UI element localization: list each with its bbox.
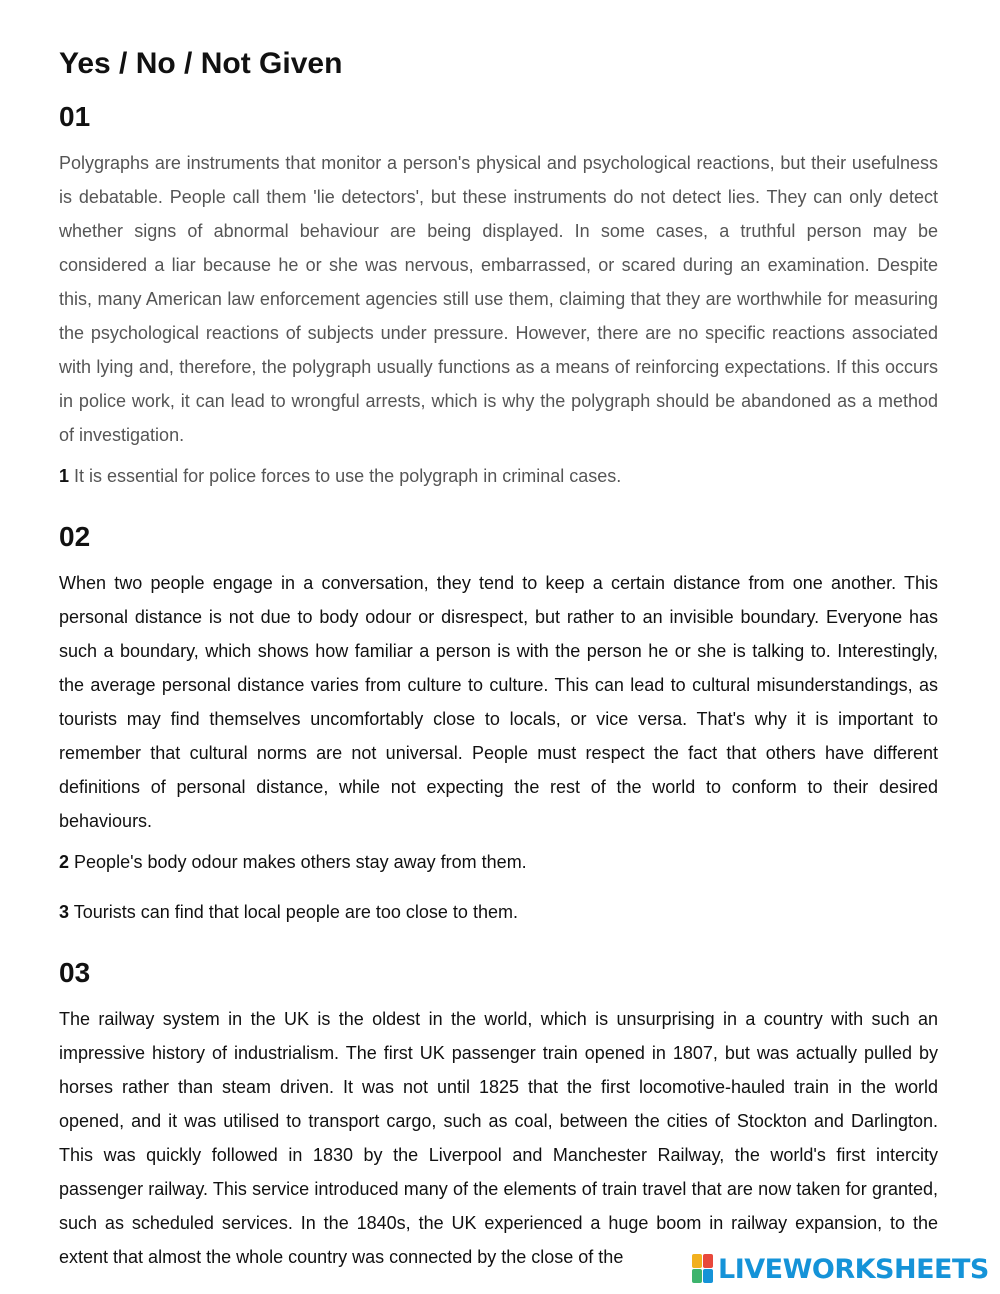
liveworksheets-wordmark: LIVEWORKSHEETS <box>718 1253 989 1285</box>
section-number-03: 03 <box>59 957 91 988</box>
question-text: People's body odour makes others stay away from them. <box>74 852 527 872</box>
section-number-01: 01 <box>59 101 91 132</box>
liveworksheets-mark-icon <box>692 1254 714 1284</box>
question-number: 1 <box>59 466 70 486</box>
question-number: 3 <box>59 902 70 922</box>
passage-02: When two people engage in a conversation, they tend to keep a certain distance from one another. This personal distance is not due to body odour or disrespect, but rather to an invisible boundary. Everyone has such a boundary, which shows how familiar a person is with the person he or she is talking to. Interestingly, the average personal distance varies from culture to culture. This can lead to cultural misunderstandings, as tourists may find themselves uncomfortably close to locals, or vice versa. That's why it is important to remember that cultural norms are not universal. People must respect the fact that others have different definitions of personal distance, while not expecting the rest of the world to conform to their desired behaviours. <box>59 573 938 831</box>
liveworksheets-logo <box>692 1250 992 1288</box>
passage-03: The railway system in the UK is the oldest in the world, which is unsurprising in a country with such an impressive history of industrialism. The first UK passenger train opened in 1807, but was actually pulled by horses rather than steam driven. It was not until 1825 that the first locomotive-hauled train in the world opened, and it was utilised to transport cargo, such as coal, between the cities of Stockton and Darlington. This was quickly followed in 1830 by the Liverpool and Manchester Railway, the world's first intercity passenger railway. This service introduced many of the elements of train travel that are now taken for granted, such as scheduled services. In the 1840s, the UK experienced a huge boom in railway expansion, to the extent that almost the whole country was connected by the close of the <box>59 1009 938 1267</box>
question-text: It is essential for police forces to use the polygraph in criminal cases. <box>74 466 622 486</box>
page-title: Yes / No / Not Given <box>59 47 343 80</box>
question-number: 2 <box>59 852 70 872</box>
question-2 <box>59 848 938 876</box>
question-text: Tourists can find that local people are too close to them. <box>73 902 518 922</box>
question-3 <box>59 898 938 926</box>
question-1 <box>59 462 938 490</box>
worksheet-page <box>59 40 938 1284</box>
passage-01: Polygraphs are instruments that monitor a person's physical and psychological reactions, but their usefulness is debatable. People call them 'lie detectors', but these instruments do not detect lies. They can only detect whether signs of abnormal behaviour are being displayed. In some cases, a truthful person may be considered a liar because he or she was nervous, embarrassed, or scared during an examination. Despite this, many American law enforcement agencies still use them, claiming that they are worthwhile for measuring the psychological reactions of subjects under pressure. However, there are no specific reactions associated with lying and, therefore, the polygraph usually functions as a means of reinforcing expectations. If this occurs in police work, it can lead to wrongful arrests, which is why the polygraph should be abandoned as a method of investigation. <box>59 153 938 445</box>
section-number-02: 02 <box>59 521 91 552</box>
